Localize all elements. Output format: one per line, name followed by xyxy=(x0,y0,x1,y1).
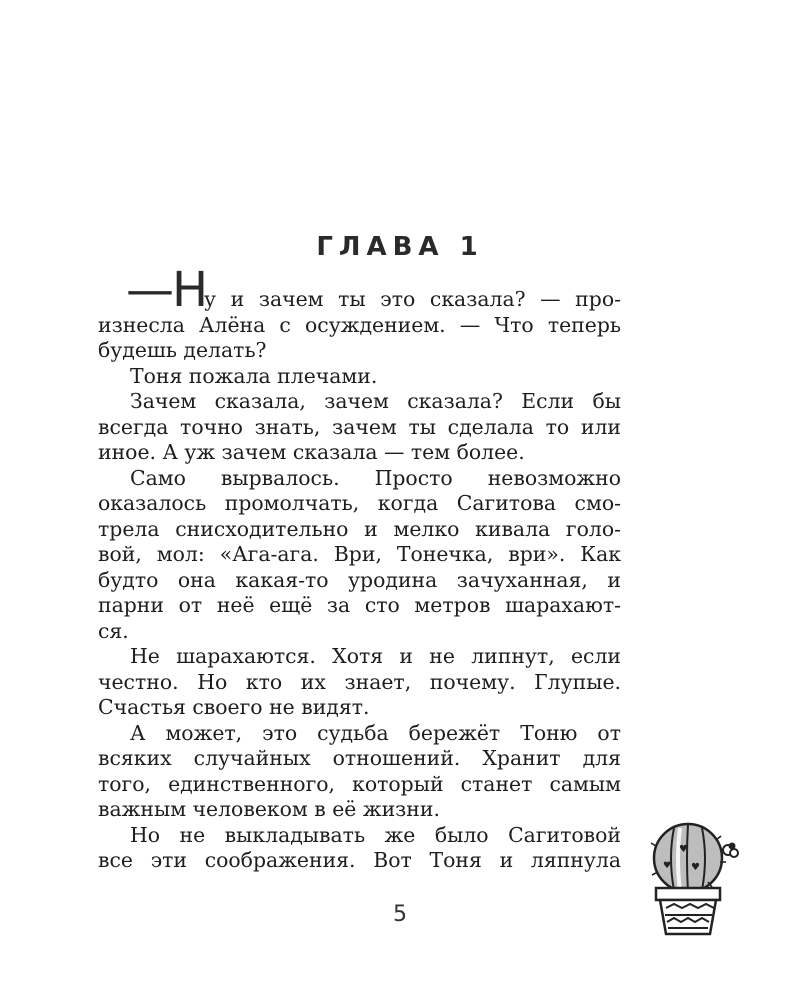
text-line: оказалось промолчать, когда Сагитова смо- xyxy=(98,491,621,515)
text-line: честно. Но кто их знает, почему. Глупые. xyxy=(98,669,621,694)
text-line: изнесла Алёна с осуждением. — Что теперь xyxy=(98,312,621,337)
text-line: Тоня пожала плечами. xyxy=(130,363,378,388)
text-line: парни от неё ещё за сто метров шарахают- xyxy=(98,593,621,617)
cactus-pot-icon xyxy=(646,818,746,936)
drop-cap xyxy=(126,262,207,318)
text-line: трела снисходительно и мелко кивала голо- xyxy=(98,516,621,541)
svg-text:♥: ♥ xyxy=(679,844,688,855)
text-line: вой, мол: «Ага-ага. Ври, Тонечка, ври». Как xyxy=(98,542,621,566)
chapter-title: ГЛАВА 1 xyxy=(316,232,484,262)
first-line-block xyxy=(204,287,621,313)
text-line: всяких случайных отношений. Хранит для xyxy=(98,746,621,770)
text-line: всегда точно знать, зачем ты сделала то или xyxy=(98,414,621,439)
text-line: у и зачем ты это сказала? — про- xyxy=(204,287,621,311)
text-line: Зачем сказала, зачем сказала? Если бы xyxy=(130,389,621,413)
text-line: Но не выкладывать же было Сагитовой xyxy=(130,822,621,847)
svg-text:♥: ♥ xyxy=(691,862,700,873)
text-line: ся. xyxy=(98,618,129,643)
page-number: 5 xyxy=(393,902,407,927)
text-line: важным человеком в её жизни. xyxy=(98,797,440,821)
text-line: все эти соображения. Вот Тоня и ляпнула xyxy=(98,848,621,872)
text-line: Само вырвалось. Просто невозможно xyxy=(130,465,621,490)
svg-text:♥: ♥ xyxy=(663,861,672,871)
text-line: того, единственного, который станет самым xyxy=(98,771,621,796)
body-text xyxy=(98,313,621,874)
text-line: Не шарахаются. Хотя и не липнут, если xyxy=(130,644,621,668)
text-line: будто она какая-то уродина зачуханная, и xyxy=(98,567,621,592)
text-line: будешь делать? xyxy=(98,338,267,362)
drop-cap-letter: —Н xyxy=(126,262,207,318)
text-line: иное. А уж зачем сказала — тем более. xyxy=(98,440,525,464)
text-line: А может, это судьба бережёт Тоню от xyxy=(130,720,621,745)
text-line: Счастья своего не видят. xyxy=(98,695,370,719)
